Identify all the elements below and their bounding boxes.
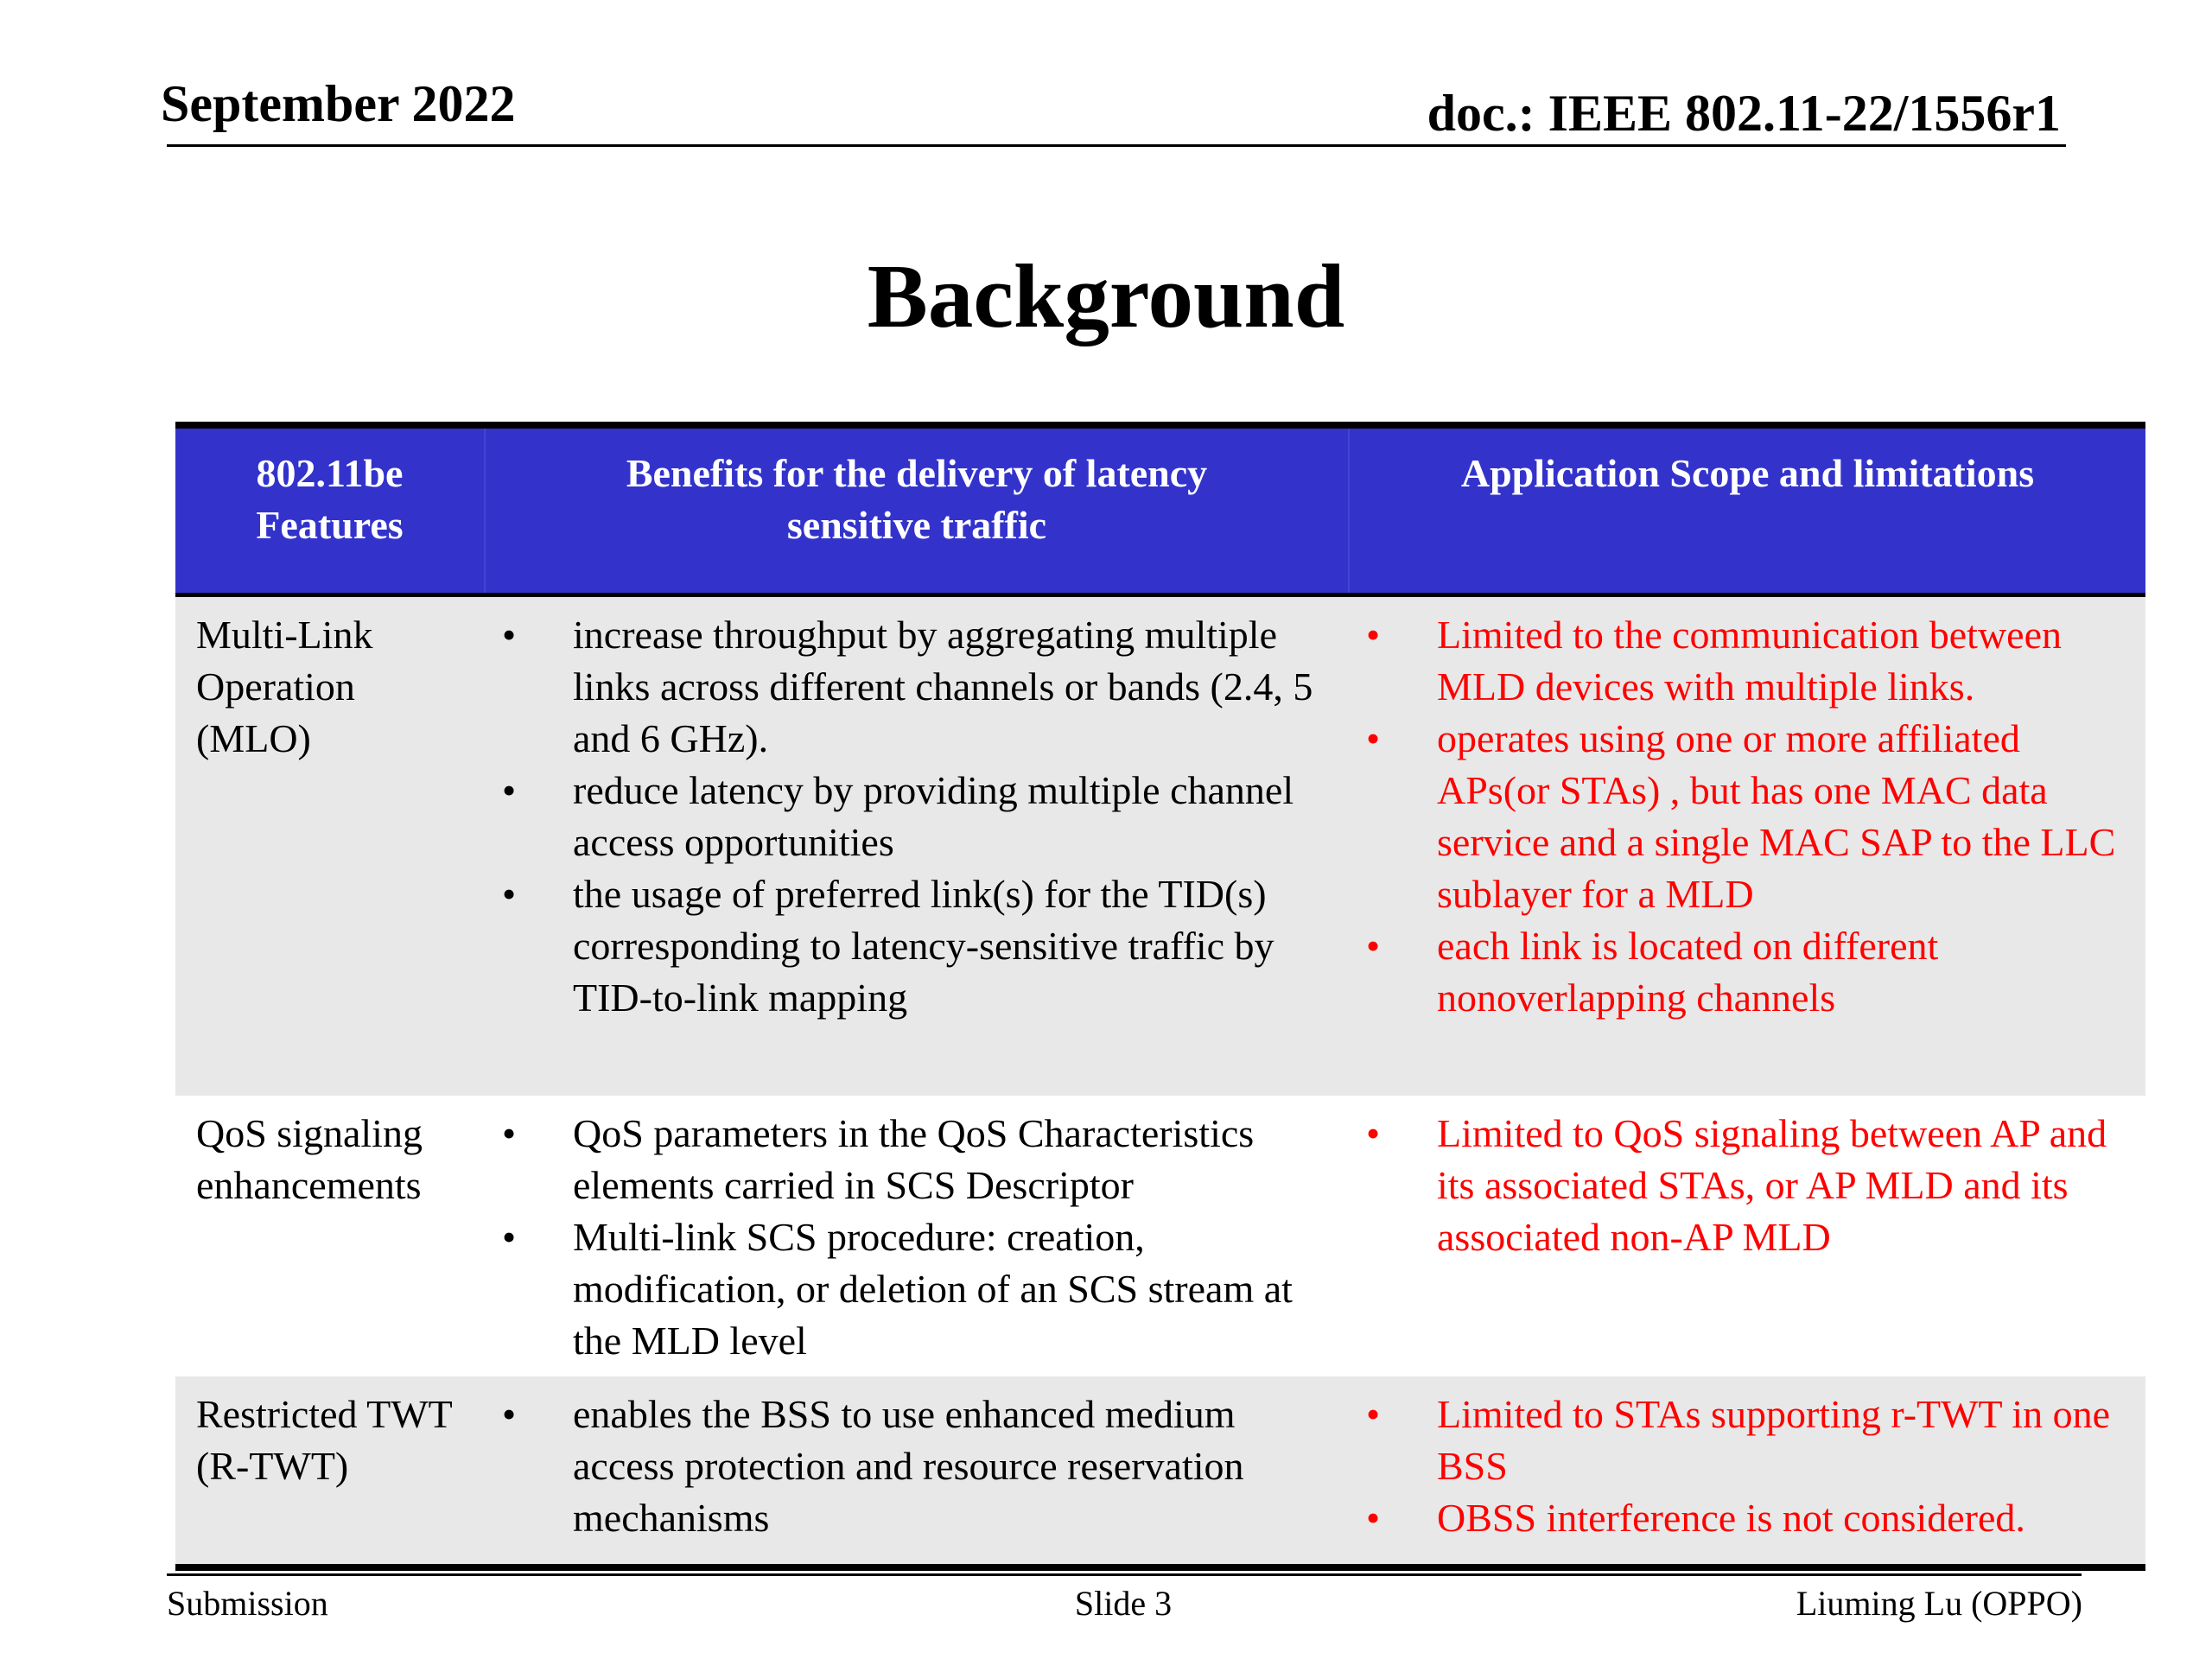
- feature-cell: Multi-Link Operation (MLO): [175, 594, 485, 1095]
- list-item: • Limited to QoS signaling between AP and its associated STAs, or AP MLD and its associated non-AP MLD: [1366, 1108, 2128, 1263]
- list-item: • Limited to STAs supporting r-TWT in one BSS: [1366, 1389, 2128, 1492]
- header-divider: [167, 144, 2066, 147]
- footer-divider: [167, 1573, 2082, 1576]
- list-item: • reduce latency by providing multiple channel access opportunities: [502, 765, 1332, 868]
- list-item: • the usage of preferred link(s) for the TID(s) corresponding to latency-sensitive traffic by TID-to-link mapping: [502, 868, 1332, 1024]
- feature-cell: QoS signaling enhancements: [175, 1096, 485, 1376]
- column-header-benefits: Benefits for the delivery of latency sensitive traffic: [485, 429, 1349, 594]
- feature-cell: Restricted TWT (R-TWT): [175, 1376, 485, 1564]
- features-table-container: [175, 422, 2145, 1571]
- list-item: • Multi-link SCS procedure: creation, modification, or deletion of an SCS stream at the MLD level: [502, 1211, 1332, 1367]
- slide-title: Background: [867, 245, 1345, 346]
- list-item: • enables the BSS to use enhanced medium access protection and resource reservation mechanisms: [502, 1389, 1332, 1544]
- limitations-cell: [1349, 594, 2145, 1095]
- column-header-limitations: Application Scope and limitations: [1349, 429, 2145, 594]
- table-row: [175, 594, 2145, 1095]
- table-row: [175, 1096, 2145, 1376]
- benefits-cell: [485, 1376, 1349, 1564]
- list-item: • Limited to the communication between MLD devices with multiple links.: [1366, 609, 2128, 713]
- list-item: • increase throughput by aggregating multiple links across different channels or bands (2.4, 5 and 6 GHz).: [502, 609, 1332, 765]
- benefits-cell: [485, 1096, 1349, 1376]
- table-header-row: [175, 429, 2145, 594]
- footer-author: Liuming Lu (OPPO): [1796, 1584, 2082, 1623]
- list-item: • OBSS interference is not considered.: [1366, 1492, 2128, 1544]
- header-doc-id: doc.: IEEE 802.11-22/1556r1: [1427, 85, 2061, 142]
- table-row: [175, 1376, 2145, 1564]
- features-table: [175, 429, 2145, 1564]
- limitations-cell: [1349, 1376, 2145, 1564]
- footer-submission: Submission: [167, 1584, 328, 1623]
- list-item: • operates using one or more affiliated APs(or STAs) , but has one MAC data service and a single MAC SAP to the LLC sublayer for a MLD: [1366, 713, 2128, 920]
- limitations-cell: [1349, 1096, 2145, 1376]
- header-date: September 2022: [161, 75, 516, 132]
- column-header-features: 802.11be Features: [175, 429, 485, 594]
- benefits-cell: [485, 594, 1349, 1095]
- list-item: • each link is located on different nonoverlapping channels: [1366, 920, 2128, 1024]
- footer-slide-number: Slide 3: [1074, 1584, 1173, 1623]
- list-item: • QoS parameters in the QoS Characteristics elements carried in SCS Descriptor: [502, 1108, 1332, 1211]
